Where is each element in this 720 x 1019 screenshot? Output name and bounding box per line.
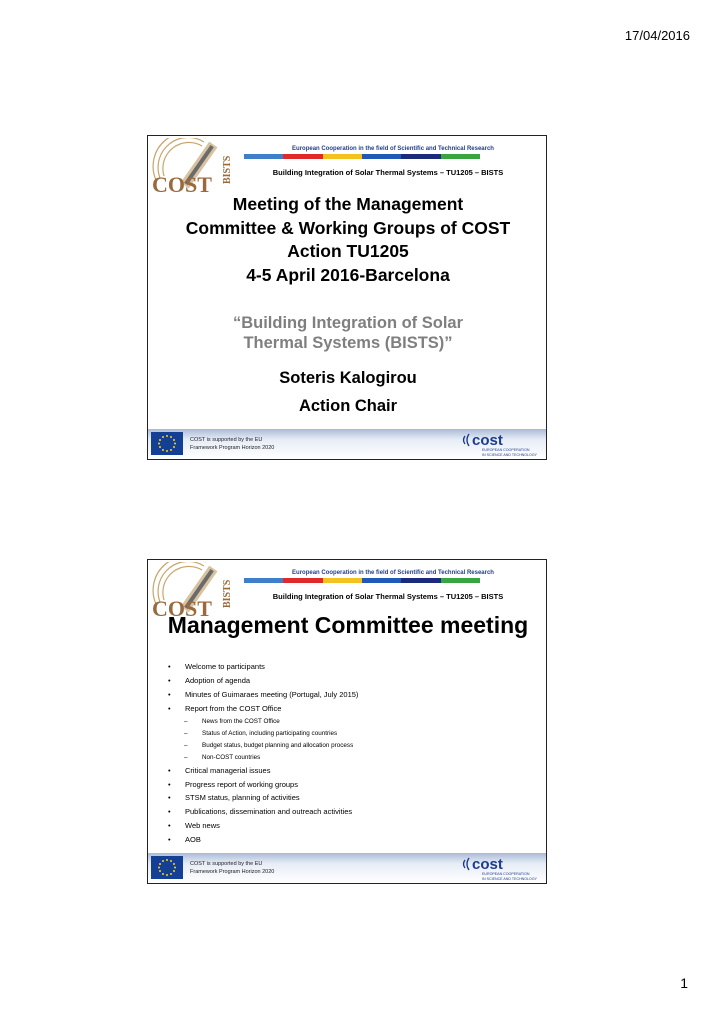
cost-logo-line: EUROPEAN COOPERATION [482,448,530,452]
cost-logo-line: EUROPEAN COOPERATION [482,872,530,876]
svg-text:COST: COST [152,596,212,620]
color-bar-segment [362,154,401,159]
footer-line: Framework Program Horizon 2020 [190,445,275,451]
agenda-item: • AOB [168,833,538,847]
cost-logo-word: cost [472,856,503,873]
eu-flag-icon [151,432,183,455]
action-line: Building Integration of Solar Thermal Systems – TU1205 – BISTS [272,592,504,601]
agenda-item: • Minutes of Guimaraes meeting (Portugal, July 2015) [168,688,538,702]
color-bar [244,154,480,159]
color-bar-segment [401,578,440,583]
title-line: Action TU1205 [287,241,409,261]
footer-line: COST is supported by the EU [190,861,263,867]
agenda-list [168,660,538,847]
agenda-subitem: – Non-COST countries [168,752,538,764]
cost-logo [462,855,546,882]
presenter-block [148,364,547,420]
footer-text [190,436,274,452]
agenda-item: • Adoption of agenda [168,674,538,688]
action-line: Building Integration of Solar Thermal Systems – TU1205 – BISTS [272,168,504,177]
cost-logo-word: cost [472,432,503,449]
subtitle-line: Thermal Systems (BISTS)” [243,334,453,352]
color-bar-segment [401,154,440,159]
eu-cooperation-line: European Cooperation in the field of Scientific and Technical Research [292,570,494,576]
agenda-item: • Report from the COST Office [168,702,538,716]
agenda-item: • Critical managerial issues [168,764,538,778]
color-bar-segment [283,578,322,583]
agenda-item: • Web news [168,819,538,833]
agenda-subitem: – Status of Action, including participating countries [168,728,538,740]
slide-2-title: Management Committee meeting [167,612,529,638]
slide-1-subtitle [148,313,547,353]
color-bar-segment [244,578,283,583]
slide-1 [147,135,547,460]
agenda-item: • STSM status, planning of activities [168,791,538,805]
color-bar-segment [441,578,480,583]
slide-2 [147,559,547,884]
color-bar-segment [362,578,401,583]
agenda-item: • Welcome to participants [168,660,538,674]
footer-text [190,860,274,876]
color-bar-segment [283,154,322,159]
color-bar-segment [323,154,362,159]
svg-text:COST: COST [152,172,212,196]
page-number: 1 [680,975,688,991]
agenda-subitem: – News from the COST Office [168,716,538,728]
color-bar-segment [441,154,480,159]
cost-logo [462,431,546,458]
svg-text:BISTS: BISTS [222,579,233,608]
page-date: 17/04/2016 [624,28,690,43]
slide-1-title [148,193,547,287]
footer-line: COST is supported by the EU [190,437,263,443]
title-line: Committee & Working Groups of COST [185,217,511,238]
slide-footer [148,429,547,459]
cost-bists-logo [150,138,238,196]
agenda-subitem: – Budget status, budget planning and allocation process [168,740,538,752]
footer-line: Framework Program Horizon 2020 [190,869,275,875]
slide-footer [148,853,547,883]
eu-cooperation-line: European Cooperation in the field of Scientific and Technical Research [292,146,494,152]
cost-logo-line: IN SCIENCE AND TECHNOLOGY [482,877,538,881]
svg-text:BISTS: BISTS [222,155,233,184]
title-line: 4-5 April 2016-Barcelona [246,264,450,285]
subtitle-line: “Building Integration of Solar [232,314,464,332]
eu-flag-icon [151,856,183,879]
cost-logo-line: IN SCIENCE AND TECHNOLOGY [482,453,538,457]
color-bar [244,578,480,583]
presenter-role: Action Chair [298,397,398,415]
title-line: Meeting of the Management [232,194,464,214]
agenda-item: • Progress report of working groups [168,778,538,792]
color-bar-segment [244,154,283,159]
color-bar-segment [323,578,362,583]
presenter-name: Soteris Kalogirou [279,369,417,387]
agenda-item: • Publications, dissemination and outreach activities [168,805,538,819]
